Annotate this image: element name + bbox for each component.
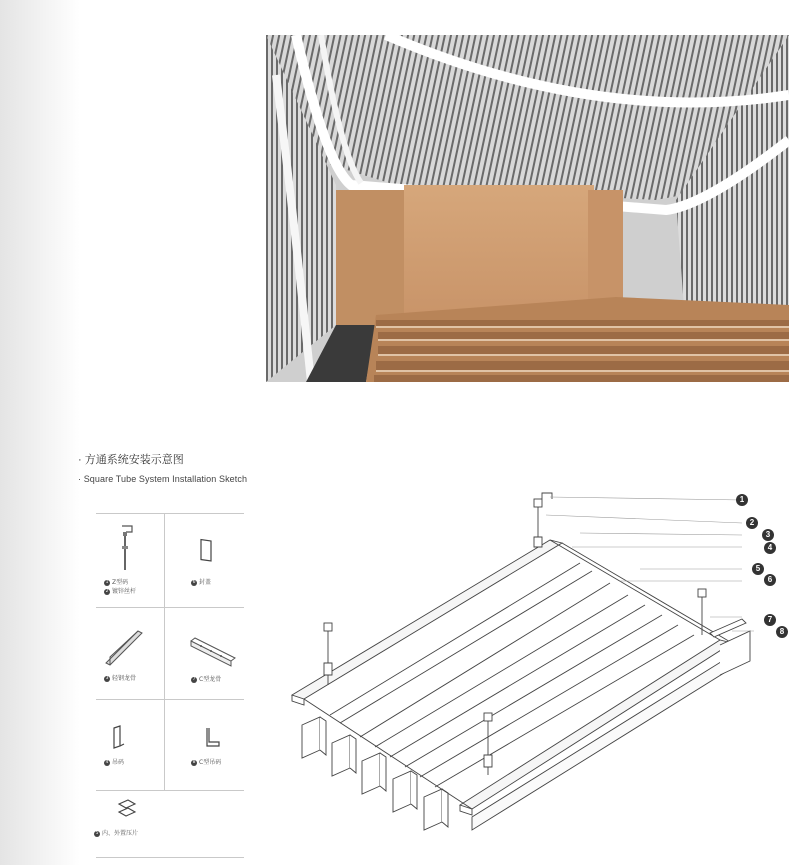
part-cell-hanger xyxy=(96,699,164,790)
callout-7: 7 xyxy=(764,614,776,626)
end-cap-icon xyxy=(197,536,217,566)
part-label-2: 2 镀锌丝杆 xyxy=(105,588,137,595)
callout-2: 2 xyxy=(746,517,758,529)
callout-4: 4 xyxy=(764,542,776,554)
part-label-6: 6 封盖 xyxy=(192,579,212,586)
callout-8: 8 xyxy=(776,626,788,638)
z-code-icon xyxy=(110,524,140,574)
pressing-plate-icon xyxy=(116,798,138,820)
callout-3: 3 xyxy=(762,529,774,541)
auditorium-photo xyxy=(266,35,789,382)
callout-5: 5 xyxy=(752,563,764,575)
c-hanger-icon xyxy=(201,726,223,752)
hanger-icon xyxy=(108,724,128,754)
part-cell-c-keel xyxy=(165,607,244,699)
part-label-7: 7 C型龙骨 xyxy=(192,676,222,683)
part-label-3: 3 轻钢龙骨 xyxy=(105,675,137,682)
part-cell-end-cap xyxy=(165,514,244,607)
part-label-5: 5 内、外置压片 xyxy=(95,830,139,837)
part-label-1: 1 Z型码 xyxy=(105,579,129,586)
callout-6: 6 xyxy=(764,574,776,586)
part-cell-pressing-plate xyxy=(96,790,244,857)
callout-1: 1 xyxy=(736,494,748,506)
installation-sketch xyxy=(280,485,800,855)
page-shadow xyxy=(0,0,80,865)
c-keel-icon xyxy=(187,635,237,670)
part-cell-c-hanger xyxy=(165,699,244,790)
light-steel-keel-icon xyxy=(102,627,152,667)
part-label-4: 4 吊码 xyxy=(105,759,125,766)
part-label-8: 8 C型吊码 xyxy=(192,759,222,766)
part-cell-z-code-rod xyxy=(96,514,164,607)
section-title-en: · Square Tube System Installation Sketch xyxy=(78,474,248,484)
part-cell-light-steel-keel xyxy=(96,607,164,699)
section-title-zh: · 方通系统安装示意图 xyxy=(78,454,184,466)
parts-grid xyxy=(96,513,244,857)
